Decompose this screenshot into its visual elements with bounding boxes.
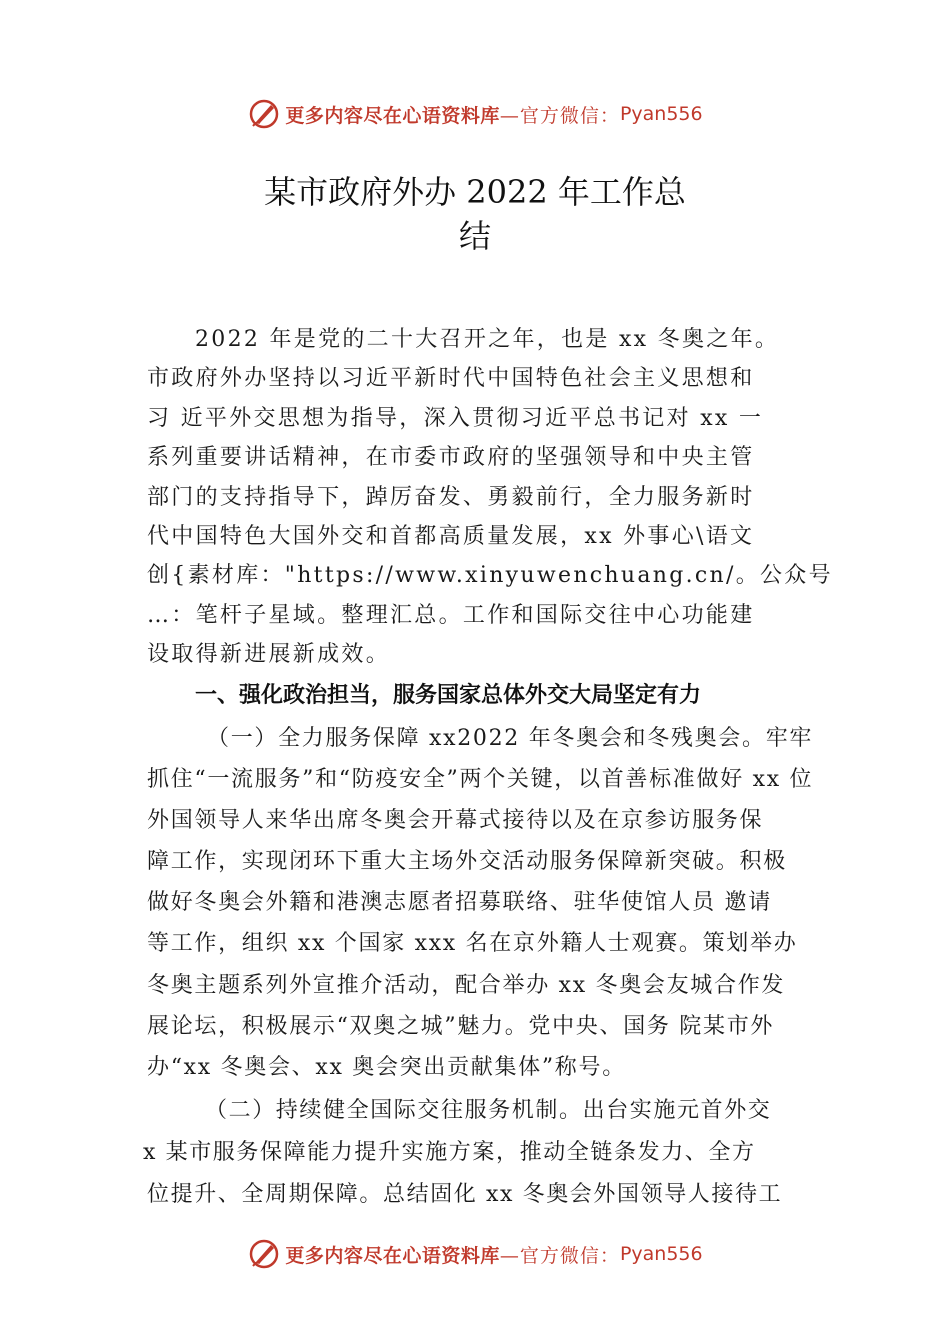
section-item-2-paragraph [143,1090,837,1216]
text-line: 位提升、全周期保障。总结固化 xx 冬奥会外国领导人接待工 [147,1182,783,1207]
text-line: 外国领导人来华出席冬奥会开幕式接待以及在京参访服务保 [147,808,764,834]
text-line: 系列重要讲话精神，在市委市政府的坚强领导和中央主管 [147,445,755,471]
watermark-wechat-id: Pyan556 [619,103,703,125]
pen-logo-icon [247,1237,281,1271]
watermark-banner-bottom [0,1234,950,1274]
text-line: 等工作，组织 xx 个国家 xxx 名在京外籍人士观赛。策划举办 [147,931,798,957]
text-line: 创{素材库："https://www.xinyuwenchuang.cn/。公众号 [147,563,833,589]
section-item-1-paragraph [147,718,837,1088]
text-line: 障工作，实现闭环下重大主场外交活动服务保障新突破。积极 [147,849,787,875]
title-line: 某市政府外办 2022 年工作总 [264,173,686,211]
text-line: （二）持续健全国际交往服务机制。出台实施元首外交 [205,1098,772,1123]
text-line: 办“xx 冬奥会、xx 奥会突出贡献集体”称号。 [147,1054,626,1080]
text-line: …：笔杆子星域。整理汇总。工作和国际交往中心功能建 [147,602,755,628]
intro-paragraph [147,320,837,675]
text-line: 2022 年是党的二十大召开之年，也是 xx 冬奥之年。 [195,327,780,352]
text-line: 做好冬奥会外籍和港澳志愿者招募联络、驻华使馆人员 邀请 [147,890,772,916]
text-line: 代中国特色大国外交和首都高质量发展，xx 外事心\语文 [147,524,755,550]
text-line: x 某市服务保障能力提升实施方案，推动全链条发力、全方 [143,1140,756,1165]
text-line: （一）全力服务保障 xx2022 年冬奥会和冬残奥会。牢牢 [207,726,814,751]
text-line: 市政府外办坚持以习近平新时代中国特色社会主义思想和 [147,366,755,392]
text-line: 冬奥主题系列外宣推介活动，配合举办 xx 冬奥会友城合作发 [147,972,786,998]
text-line: 展论坛，积极展示“双奥之城”魅力。党中央、国务 院某市外 [147,1013,775,1039]
text-line: 设取得新进展新成效。 [147,642,391,668]
text-line: 部门的支持指导下，踔厉奋发、勇毅前行，全力服务新时 [147,484,755,510]
watermark-wechat-id: Pyan556 [619,1243,703,1265]
watermark-wechat-label: —官方微信： [499,104,620,127]
watermark-banner-top [0,94,950,134]
section-heading: 一、强化政治担当，服务国家总体外交大局坚定有力 [195,683,702,708]
text-line: 抓住“一流服务”和“防疫安全”两个关键，以首善标准做好 xx 位 [147,767,814,793]
pen-logo-icon [247,97,281,131]
title-line: 结 [458,217,491,255]
document-title [0,170,950,258]
watermark-text: 更多内容尽在心语资料库 [285,104,500,127]
text-line: 习 近平外交思想为指导，深入贯彻习近平总书记对 xx 一 [147,405,764,431]
watermark-text: 更多内容尽在心语资料库 [285,1244,500,1267]
watermark-wechat-label: —官方微信： [499,1244,620,1267]
